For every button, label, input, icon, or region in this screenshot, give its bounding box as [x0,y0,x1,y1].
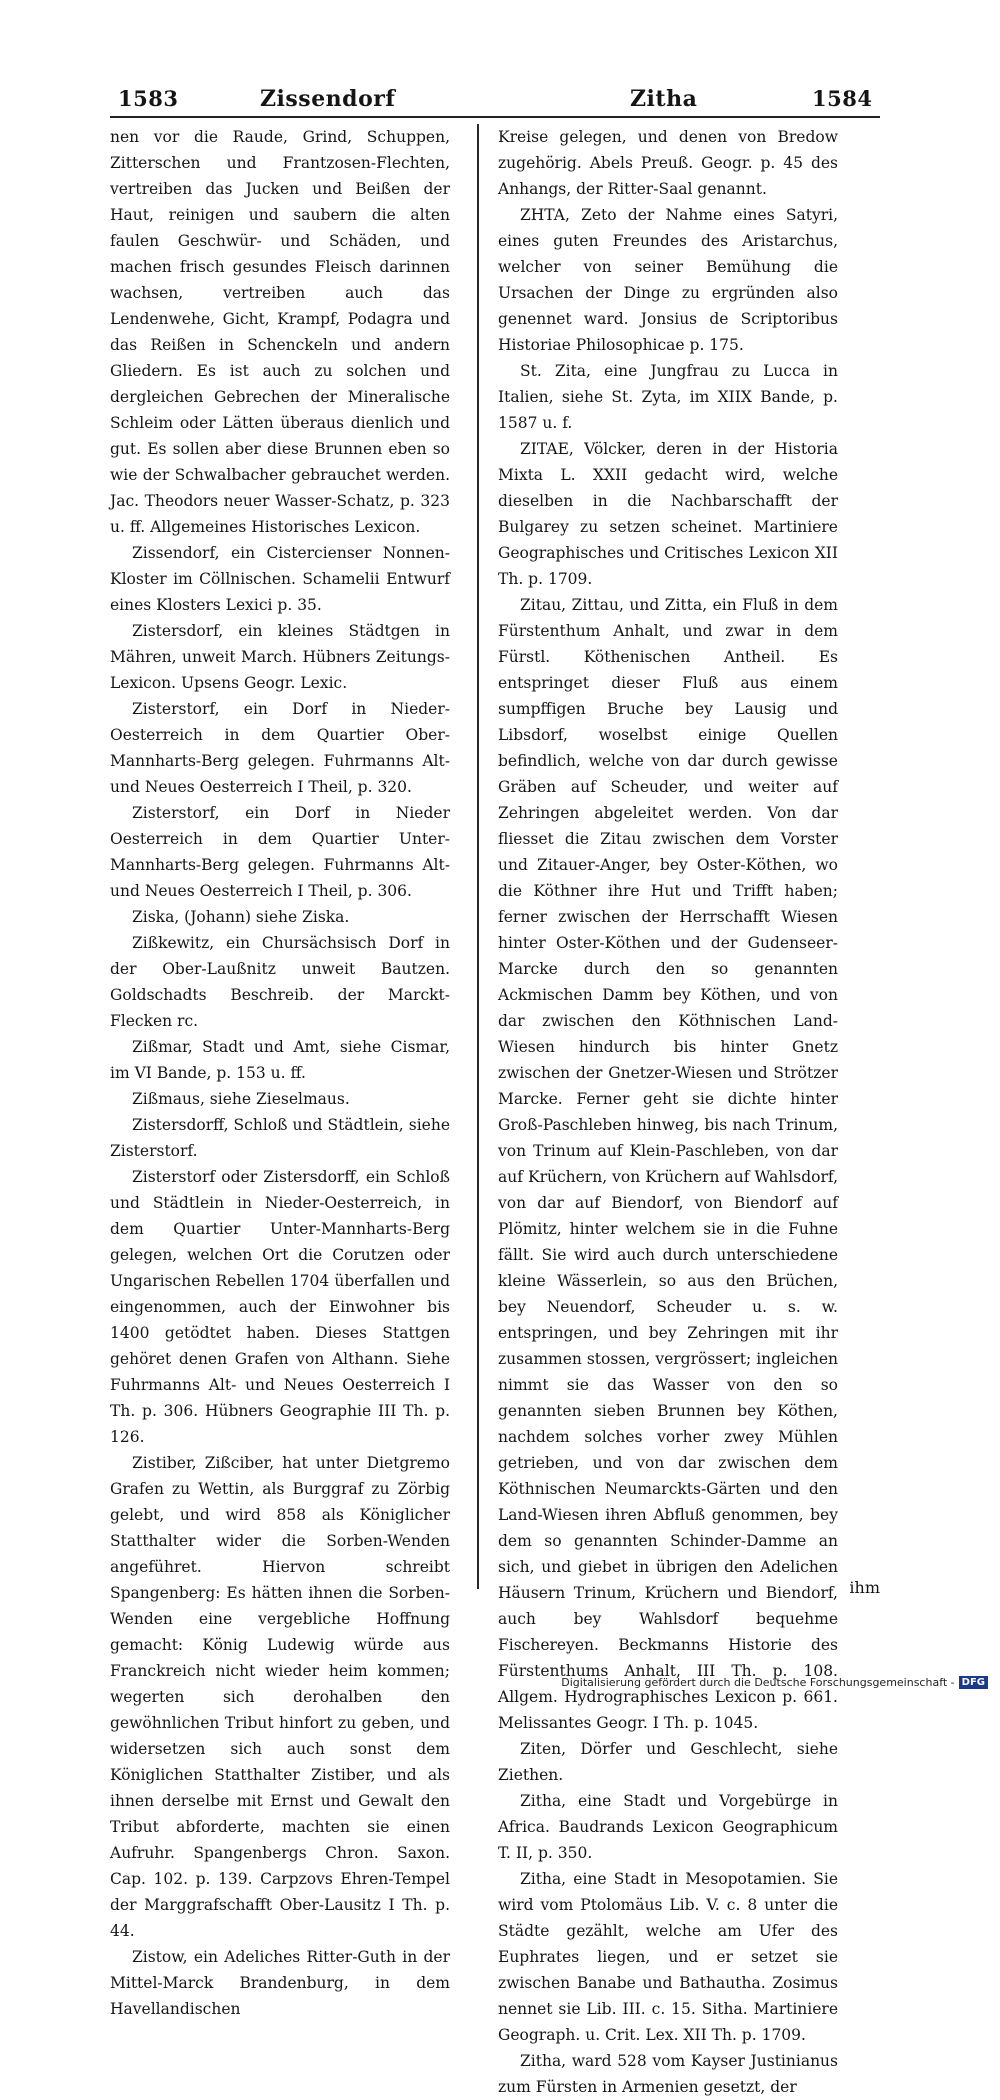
entry: Zitha, eine Stadt und Vorgebürge in Africa. Baudrands Lexicon Geographicum T. II, p. 350. [498,1792,838,1862]
entry-continuation: nen vor die Raude, Grind, Schuppen, Zitterschen und Frantzosen-Flechten, vertreiben das Jucken und Beißen der Haut, reinigen und saubern die alten faulen Geschwür- und Schäden, und machen frisch gesundes Fleisch darinnen wachsen, vertreiben auch das Lendenwehe, Gicht, Krampf, Podagra und das Reißen in Schenckeln und andern Gliedern. Es ist auch zu solchen und dergleichen Gebrechen der Mineralische Schleim oder Lätten überaus dienlich und gut. Es sollen aber diese Brunnen eben so wie der Schwalbacher gebrauchet werden. Jac. Theodors neuer Wasser-Schatz, p. 323 u. ff. Allgemeines Historisches Lexicon. [110,128,450,536]
entry: Zißmar, Stadt und Amt, siehe Cismar, im VI Bande, p. 153 u. ff. [110,1038,450,1082]
credit-text: Digitalisierung gefördert durch die Deutsche Forschungsgemeinschaft - [561,1676,955,1689]
entry: Zisterstorf oder Zistersdorff, ein Schloß und Städtlein in Nieder-Oesterreich, in dem Quartier Unter-Mannharts-Berg gelegen, welchen Ort die Corutzen oder Ungarischen Rebellen 1704 überfallen und eingenommen, auch der Einwohner bis 1400 getödtet haben. Dieses Stattgen gehöret denen Grafen von Althann. Siehe Fuhrmanns Alt- und Neues Oesterreich I Th. p. 306. Hübners Geographie III Th. p. 126. [110,1168,450,1446]
entry: Ziten, Dörfer und Geschlecht, siehe Ziethen. [498,1740,838,1784]
running-head-right: Zitha [630,86,698,112]
column-number-right: 1584 [812,86,873,111]
column-divider [477,124,479,1589]
entry: ZHTA, Zeto der Nahme eines Satyri, eines guten Freundes des Aristarchus, welcher von seiner Bemühung die Ursachen der Dinge zu ergründen also genennet ward. Jonsius de Scriptoribus Historiae Philosophicae p. 175. [498,206,838,354]
entry: Zistersdorf, ein kleines Städtgen in Mähren, unweit March. Hübners Zeitungs-Lexicon. Upsens Geogr. Lexic. [110,622,450,692]
entry: Zißkewitz, ein Chursächsisch Dorf in der Ober-Laußnitz unweit Bautzen. Goldschadts Beschreib. der Marckt-Flecken rc. [110,934,450,1030]
column-number-left: 1583 [118,86,179,111]
entry: Zistersdorff, Schloß und Städtlein, siehe Zisterstorf. [110,1116,450,1160]
entry: St. Zita, eine Jungfrau zu Lucca in Italien, siehe St. Zyta, im XIIX Bande, p. 1587 u. f. [498,362,838,432]
entry: ZITAE, Völcker, deren in der Historia Mixta L. XXII gedacht wird, welche dieselben in die Nachbarschafft der Bulgarey zu setzen scheinet. Martiniere Geographisches und Critisches Lexicon XII Th. p. 1709. [498,440,838,588]
entry: Ziska, (Johann) siehe Ziska. [132,908,350,926]
entry: Zitha, eine Stadt in Mesopotamien. Sie wird vom Ptolomäus Lib. V. c. 8 unter die Städte gezählt, welche am Ufer des Euphrates liegen, und er setzet sie zwischen Banabe und Bathautha. Zosimus nennet sie Lib. III. c. 15. Sitha. Martiniere Geograph. u. Crit. Lex. XII Th. p. 1709. [498,1870,838,2044]
header-rule [110,116,880,118]
entry-continuation: Kreise gelegen, und denen von Bredow zugehörig. Abels Preuß. Geogr. p. 45 des Anhangs, der Ritter-Saal genannt. [498,128,838,198]
entry: Zisterstorf, ein Dorf in Nieder Oesterreich in dem Quartier Unter-Mannharts-Berg gelegen. Fuhrmanns Alt- und Neues Oesterreich I Theil, p. 306. [110,804,450,900]
entry: Zitau, Zittau, und Zitta, ein Fluß in dem Fürstenthum Anhalt, und zwar in dem Fürstl. Köthenischen Antheil. Es entspringet dieser Fluß aus einem sumpffigen Bruche bey Lausig und Libsdorf, woselbst einige Quellen befindlich, welche von dar durch gewisse Gräben auf Scheuder, und weiter auf Zehringen abgeleitet werden. Von dar fliesset die Zitau zwischen dem Vorster und Zitauer-Anger, bey Oster-Köthen, wo die Köthner ihre Hut und Trifft haben; ferner zwischen der Herrschafft Wiesen hinter Oster-Köthen und der Gudenseer-Marcke durch den so genannten Ackmischen Damm bey Köthen, und von dar zwischen den Köthnischen Land-Wiesen hindurch bis hinter Gnetz zwischen der Gnetzer-Wiesen und Strötzer Marcke. Ferner geht sie dichte hinter Groß-Paschleben hinweg, bis nach Trinum, von Trinum auf Klein-Paschleben, von dar auf Krüchern, von Krüchern auf Wahlsdorf, von dar auf Biendorf, von Biendorf auf Plömitz, hinter welchem sie in die Fuhne fällt. Sie wird auch durch unterschiedene kleine Wässerlein, so aus den Brüchen, bey Neuendorf, Scheuder u. s. w. entspringen, und bey Zehringen mit ihr zusammen stossen, vergrössert; ingleichen nimmt sie das Wasser von den so genannten sieben Brunnen bey Köthen, nachdem solches vorher zwey Mühlen getrieben, und von dar zwischen dem Köthnischen Neumarckts-Gärten und den Land-Wiesen ihren Abfluß genommen, bey dem so genannten Schinder-Damme an sich, und giebet in übrigen den Adelichen Häusern Trinum, Krüchern und Biendorf, auch bey Wahlsdorf bequehme Fischereyen. Beckmanns Historie des Fürstenthums Anhalt, III Th. p. 108. Allgem. Hydrographisches Lexicon p. 661. Melissantes Geogr. I Th. p. 1045. [498,596,838,1732]
entry: Zitha, ward 528 vom Kayser Justinianus zum Fürsten in Armenien gesetzt, der [498,2052,838,2096]
catchword: ihm [849,1578,880,1597]
entry: Zissendorf, ein Cistercienser Nonnen-Kloster im Cöllnischen. Schamelii Entwurf eines Klosters Lexici p. 35. [110,544,450,614]
entry: Zistow, ein Adeliches Ritter-Guth in der Mittel-Marck Brandenburg, in dem Havellandischen [110,1948,450,2018]
dfg-logo: DFG [959,1676,988,1689]
left-column [110,124,450,2022]
running-head-left: Zissendorf [260,86,396,112]
entry: Zisterstorf, ein Dorf in Nieder-Oesterreich in dem Quartier Ober-Mannharts-Berg gelegen. Fuhrmanns Alt- und Neues Oesterreich I Theil, p. 320. [110,700,450,796]
entry: Zißmaus, siehe Zieselmaus. [132,1090,350,1108]
right-column [498,124,838,2100]
page-header [110,82,880,122]
digitization-credit [561,1676,988,1689]
entry: Zistiber, Zißciber, hat unter Dietgremo Grafen zu Wettin, als Burggraf zu Zörbig gelebt, und wird 858 als Königlicher Statthalter wider die Sorben-Wenden angeführet. Hiervon schreibt Spangenberg: Es hätten ihnen die Sorben-Wenden eine vergebliche Hoffnung gemacht: König Ludewig würde aus Franckreich nicht wieder heim kommen; wegerten sich derohalben den gewöhnlichen Tribut hinfort zu geben, und widersetzen sich auch sonst dem Königlichen Statthalter Zistiber, und als ihnen derselbe mit Ernst und Gewalt den Tribut abforderte, machten sie einen Aufruhr. Spangenbergs Chron. Saxon. Cap. 102. p. 139. Carpzovs Ehren-Tempel der Marggrafschafft Ober-Lausitz I Th. p. 44. [110,1454,450,1940]
